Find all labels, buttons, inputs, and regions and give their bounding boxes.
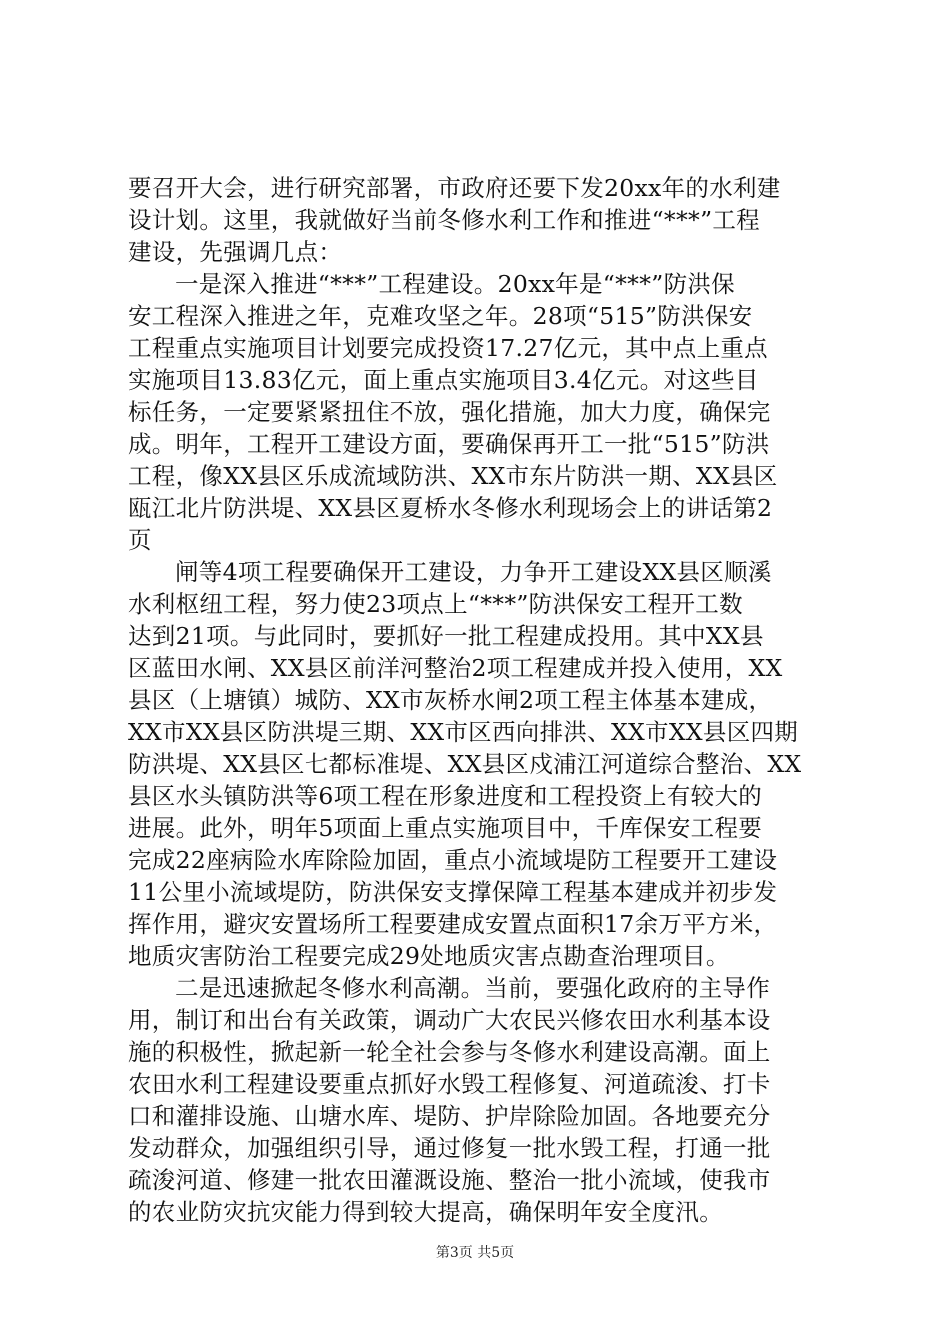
- text-line: 施的积极性，掀起新一轮全社会参与冬修水利建设高潮。面上: [128, 1038, 771, 1066]
- text-line: 发动群众，加强组织引导，通过修复一批水毁工程，打通一批: [128, 1134, 771, 1162]
- text-line: 区蓝田水闸、XX县区前洋河整治2项工程建成并投入使用，XX: [128, 654, 783, 682]
- text-line: 实施项目13.83亿元，面上重点实施项目3.4亿元。对这些目: [128, 366, 759, 394]
- text-line: 的农业防灾抗灾能力得到较大提高，确保明年安全度汛。: [128, 1198, 723, 1226]
- text-line: 工程重点实施项目计划要完成投资17.27亿元，其中点上重点: [128, 334, 768, 362]
- text-line: 防洪堤、XX县区七都标准堤、XX县区戍浦江河道综合整治、XX: [128, 750, 802, 778]
- text-line: 达到21项。与此同时，要抓好一批工程建成投用。其中XX县: [128, 622, 764, 650]
- text-line: 要召开大会，进行研究部署，市政府还要下发20xx年的水利建: [128, 174, 781, 202]
- text-line: 疏浚河道、修建一批农田灌溉设施、整治一批小流域，使我市: [128, 1166, 771, 1194]
- text-line: 县区（上塘镇）城防、XX市灰桥水闸2项工程主体基本建成，: [128, 686, 773, 714]
- page-footer: 第3页 共5页: [435, 1245, 515, 1261]
- text-line: 农田水利工程建设要重点抓好水毁工程修复、河道疏浚、打卡: [128, 1070, 771, 1098]
- text-line: 瓯江北片防洪堤、XX县区夏桥水冬修水利现场会上的讲话第2: [128, 494, 773, 522]
- text-line: 完成22座病险水库除险加固，重点小流域堤防工程要开工建设: [128, 846, 778, 874]
- text-line: 二是迅速掀起冬修水利高潮。当前，要强化政府的主导作: [175, 974, 770, 1002]
- text-line: 口和灌排设施、山塘水库、堤防、护岸除险加固。各地要充分: [128, 1102, 771, 1130]
- text-line: 设计划。这里，我就做好当前冬修水利工作和推进“***”工程: [128, 206, 760, 234]
- document-body: [128, 172, 840, 1228]
- text-line: 建设，先强调几点：: [128, 238, 343, 266]
- text-line: 标任务，一定要紧紧扭住不放，强化措施，加大力度，确保完: [128, 398, 771, 426]
- text-line: 一是深入推进“***”工程建设。20xx年是“***”防洪保: [175, 270, 735, 298]
- text-line: 进展。此外，明年5项面上重点实施项目中，千库保安工程要: [128, 814, 763, 842]
- text-line: 用，制订和出台有关政策，调动广大农民兴修农田水利基本设: [128, 1006, 771, 1034]
- text-line: 水利枢纽工程，努力使23项点上“***”防洪保安工程开工数: [128, 590, 743, 618]
- text-line: 成。明年，工程开工建设方面，要确保再开工一批“515”防洪: [128, 430, 770, 458]
- text-line: 地质灾害防治工程要完成29处地质灾害点勘查治理项目。: [128, 942, 730, 970]
- text-line: 工程，像XX县区乐成流域防洪、XX市东片防洪一期、XX县区: [128, 462, 778, 490]
- text-line: XX市XX县区防洪堤三期、XX市区西向排洪、XX市XX县区四期: [128, 718, 799, 746]
- text-line: 挥作用，避灾安置场所工程要建成安置点面积17余万平方米，: [128, 910, 778, 938]
- text-line: 页: [128, 526, 152, 554]
- text-line: 闸等4项工程要确保开工建设，力争开工建设XX县区顺溪: [175, 558, 772, 586]
- text-line: 安工程深入推进之年，克难攻坚之年。28项“515”防洪保安: [128, 302, 753, 330]
- text-line: 县区水头镇防洪等6项工程在形象进度和工程投资上有较大的: [128, 782, 763, 810]
- text-line: 11公里小流域堤防，防洪保安支撑保障工程基本建成并初步发: [128, 878, 778, 906]
